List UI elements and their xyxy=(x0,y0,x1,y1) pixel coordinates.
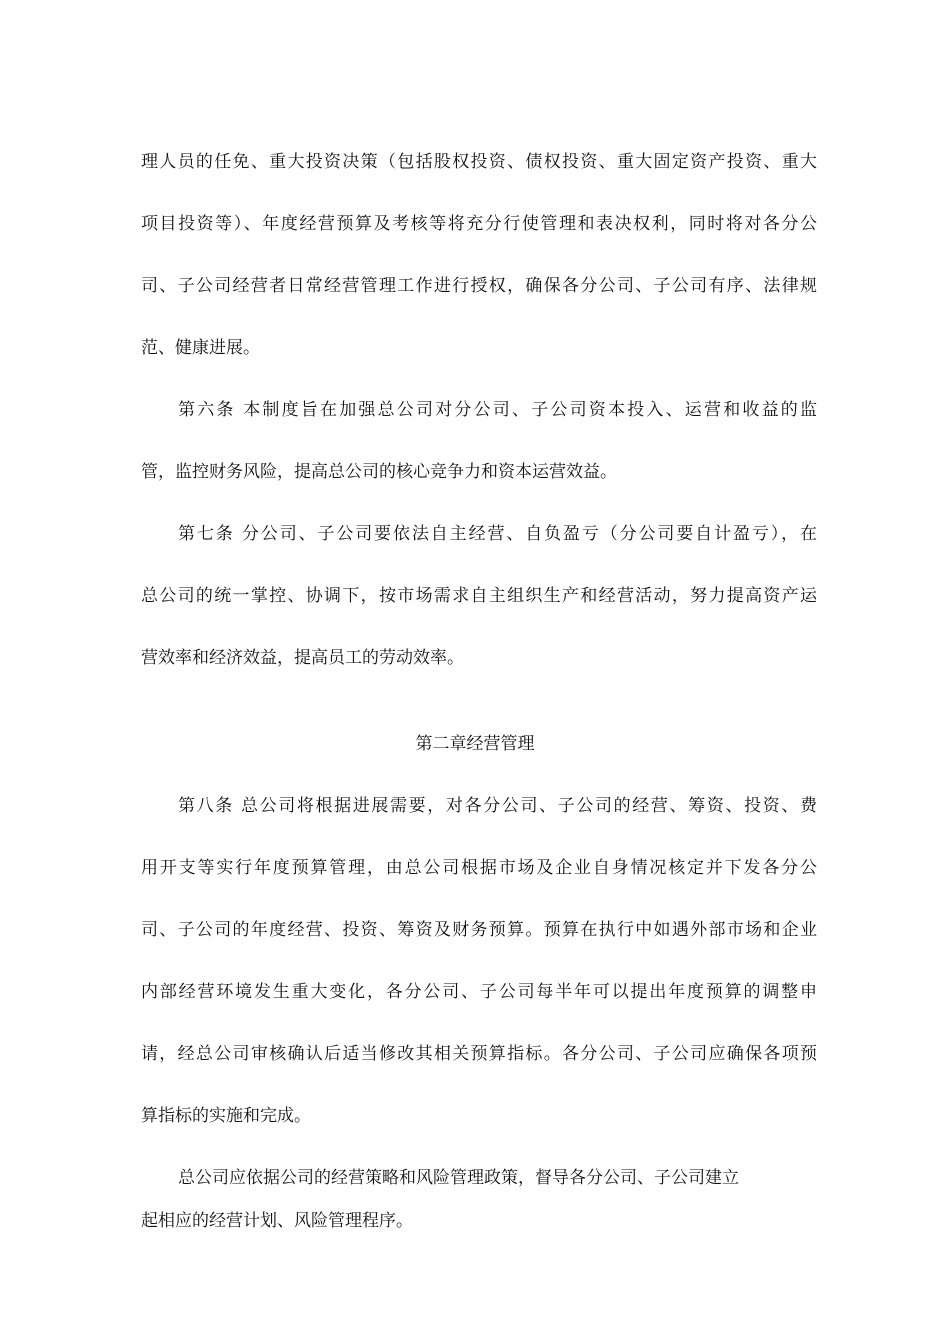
article-7-line: 总公司的统一掌控、协调下，按市场需求自主组织生产和经营活动，努力提高资产运 xyxy=(141,586,817,606)
article-7-line: 营效率和经济效益，提高员工的劳动效率。 xyxy=(141,648,464,668)
text-line: 司、子公司经营者日常经营管理工作进行授权，确保各分公司、子公司有序、法律规 xyxy=(141,276,817,296)
article-8-line: 用开支等实行年度预算管理，由总公司根据市场及企业自身情况核定并下发各分公 xyxy=(141,858,817,878)
article-7-line: 第七条 分公司、子公司要依法自主经营、自负盈亏（分公司要自计盈亏），在 xyxy=(178,524,817,544)
text-line: 范、健康进展。 xyxy=(141,338,260,358)
risk-paragraph-line: 总公司应依据公司的经营策略和风险管理政策，督导各分公司、子公司建立 xyxy=(178,1168,739,1188)
article-8-line: 算指标的实施和完成。 xyxy=(141,1106,311,1126)
text-line: 理人员的任免、重大投资决策（包括股权投资、债权投资、重大固定资产投资、重大 xyxy=(141,152,817,172)
article-8-line: 司、子公司的年度经营、投资、筹资及财务预算。预算在执行中如遇外部市场和企业 xyxy=(141,920,817,940)
article-6-line: 第六条 本制度旨在加强总公司对分公司、子公司资本投入、运营和收益的监 xyxy=(178,400,817,420)
article-8-line: 请，经总公司审核确认后适当修改其相关预算指标。各分公司、子公司应确保各项预 xyxy=(141,1044,817,1064)
article-8-line: 第八条 总公司将根据进展需要，对各分公司、子公司的经营、筹资、投资、费 xyxy=(178,796,817,816)
article-6-line: 管，监控财务风险，提高总公司的核心竞争力和资本运营效益。 xyxy=(141,462,617,482)
article-8-line: 内部经营环境发生重大变化，各分公司、子公司每半年可以提出年度预算的调整申 xyxy=(141,982,817,1002)
chapter-heading: 第二章经营管理 xyxy=(415,734,535,754)
text-line: 项目投资等）、年度经营预算及考核等将充分行使管理和表决权利，同时将对各分公 xyxy=(141,214,817,234)
risk-paragraph-line: 起相应的经营计划、风险管理程序。 xyxy=(141,1211,413,1231)
